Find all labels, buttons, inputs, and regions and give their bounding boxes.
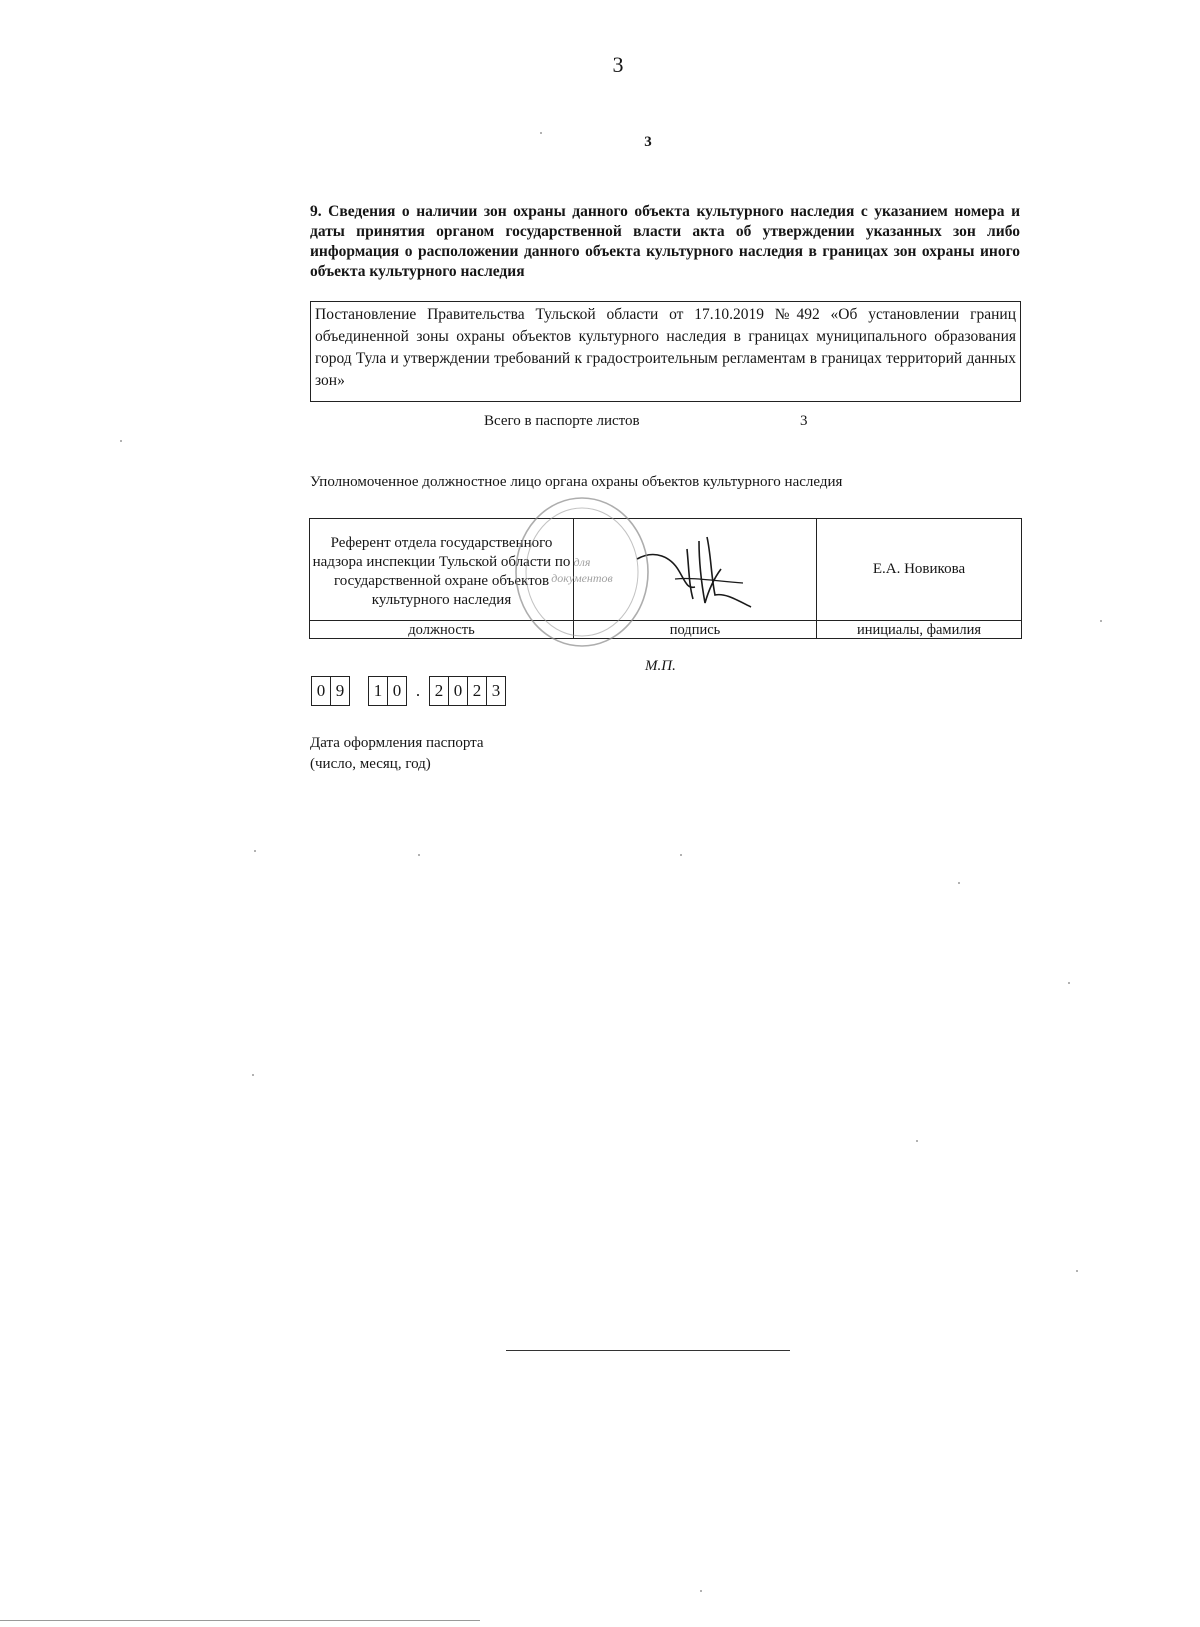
signature-table <box>309 518 1022 639</box>
date-digit: 0 <box>449 677 468 705</box>
date-digit: 9 <box>335 681 345 700</box>
zone-resolution-text: Постановление Правительства Тульской области от 17.10.2019 №492 «Об установлении границ объединенной зоны охраны объектов культурного наследия в границах муниципального образования город Тула и утверждении требований к градостроительным регламентам в границах территорий данных зон» <box>315 306 1016 389</box>
date-year <box>429 676 506 706</box>
caption-signature: подпись <box>574 621 817 639</box>
official-name: Е.А. Новикова <box>872 561 966 577</box>
caption-name: инициалы, фамилия <box>817 621 1022 639</box>
date-digit: 2 <box>430 677 449 705</box>
caption-position: должность <box>310 621 574 639</box>
date-separator: . <box>415 681 421 700</box>
name-cell <box>817 519 1022 621</box>
scan-edge-line <box>0 1620 480 1621</box>
stamp-place-label: М.П. <box>645 658 676 674</box>
page-number: 3 <box>612 52 624 77</box>
date-label: Дата оформления паспорта <box>310 735 484 751</box>
svg-text:для: для <box>573 555 591 569</box>
zone-resolution-box <box>310 301 1021 402</box>
official-position: Референт отдела государственного надзора инспекции Тульской области по государственной охране объектов культурного наследия <box>312 534 571 608</box>
date-digit: 0 <box>392 681 402 700</box>
page-number-inner: 3 <box>644 134 652 150</box>
date-digit: 0 <box>312 677 331 705</box>
section-9-heading: 9. Сведения о наличии зон охраны данного объекта культурного наследия с указанием номера и даты принятия органом государственной власти акта об утверждении указанных зон либо информация о расположении данного объекта культурного наследия в границах зон охраны иного объекта культурного наследия <box>310 203 1020 280</box>
date-month <box>368 676 407 706</box>
date-day <box>311 676 350 706</box>
official-stamp <box>512 494 652 654</box>
date-format-label: (число, месяц, год) <box>310 756 431 772</box>
official-heading: Уполномоченное должностное лицо органа охраны объектов культурного наследия <box>310 474 843 490</box>
bottom-rule <box>506 1350 790 1351</box>
date-digit: 2 <box>468 677 487 705</box>
date-digit: 3 <box>491 681 501 700</box>
sheets-count-label: Всего в паспорте листов <box>484 413 640 429</box>
date-digit: 1 <box>369 677 388 705</box>
svg-text:документов: документов <box>551 571 613 585</box>
sheets-count-value: 3 <box>800 413 808 429</box>
issue-date <box>311 676 506 706</box>
